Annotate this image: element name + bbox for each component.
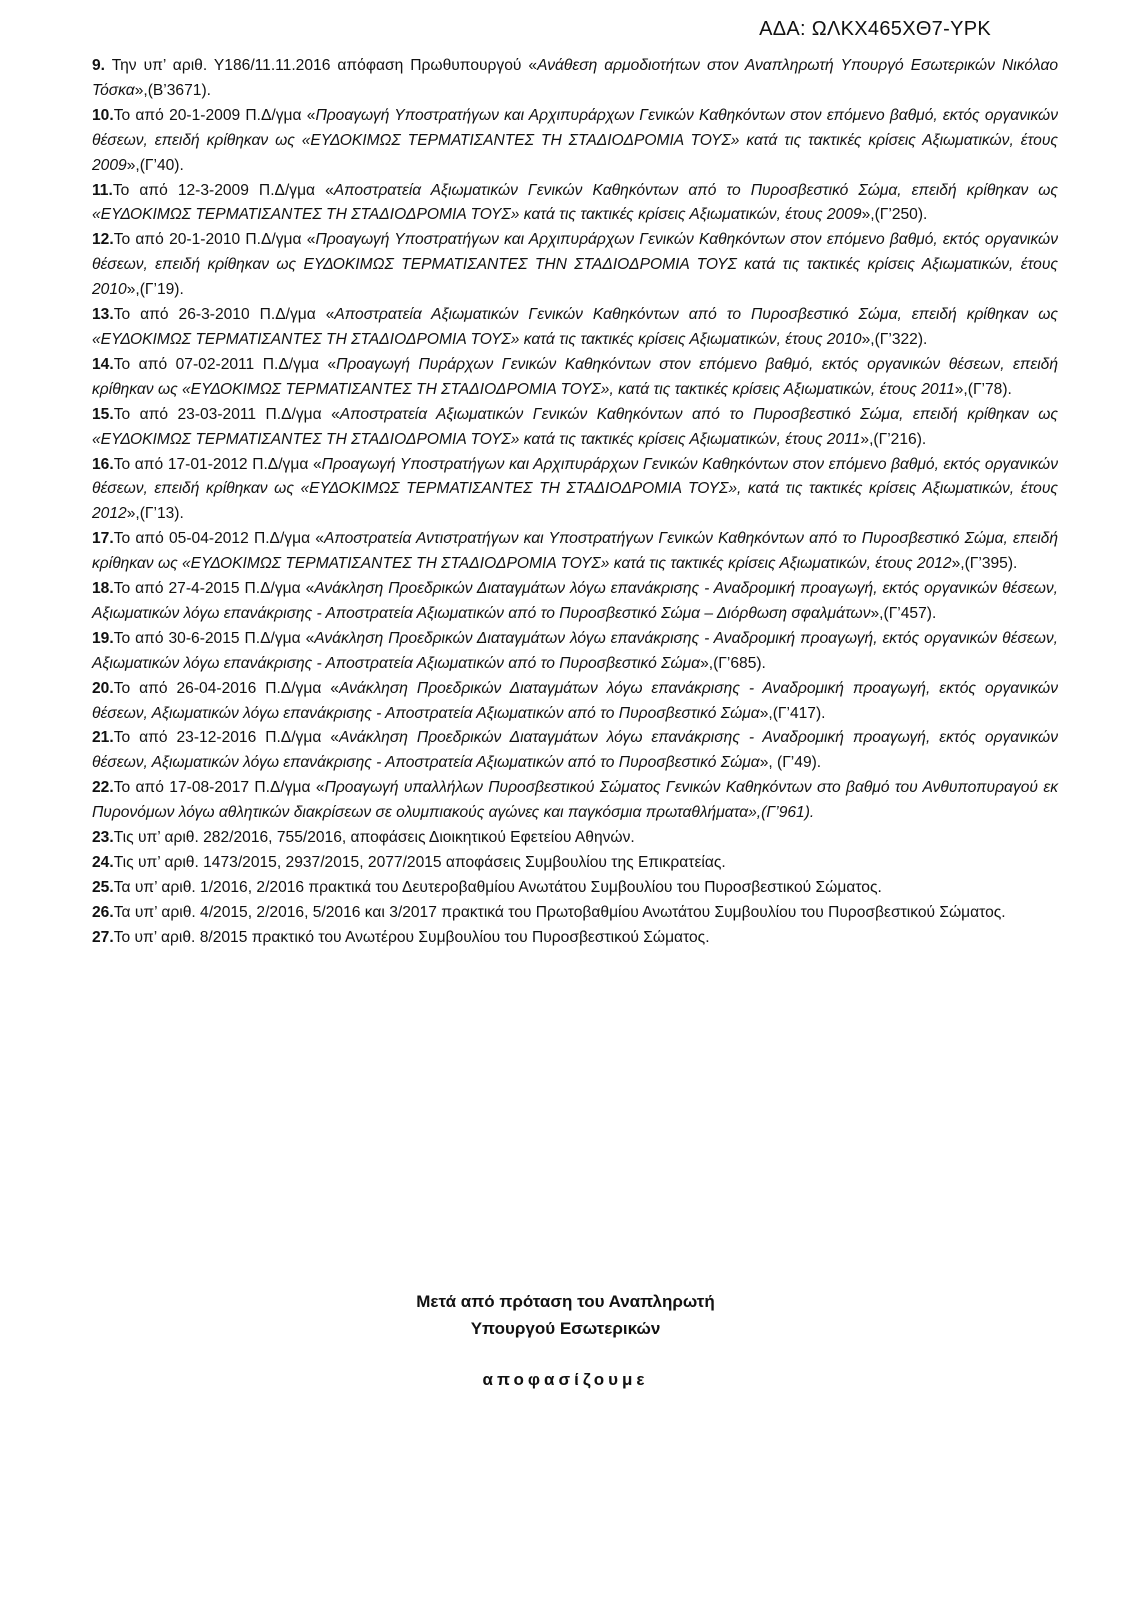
item-text: Τα υπ’ αριθ. 4/2015, 2/2016, 5/2016 και 3/2017 πρακτικά του Πρωτοβαθμίου Ανωτάτου Συμβουλίου του Πυροσβεστικού Σώματος. (113, 903, 1006, 921)
item-title: Ανάθεση αρμοδιοτήτων στον Αναπληρωτή Υπουργό Εσωτερικών Νικόλαο Τόσκα (92, 57, 1059, 99)
list-item (92, 403, 1058, 453)
item-suffix: »,(Γ’457). (870, 604, 937, 622)
item-number: 12. (92, 231, 114, 249)
item-suffix: »,(Γ’250). (861, 206, 928, 224)
item-number: 15. (92, 405, 114, 423)
list-item (92, 851, 1058, 876)
item-text: Το από 30-6-2015 Π.Δ/γμα « (113, 629, 315, 647)
item-suffix: »,(Β’3671). (134, 81, 211, 99)
item-number: 14. (92, 355, 114, 373)
item-title: Ανάκληση Προεδρικών Διαταγμάτων λόγω επανάκρισης - Αναδρομική προαγωγή, εκτός οργανικών θέσεων, Αξιωματικών λόγω επανάκρισης - Αποστρατεία Αξιωματικών από το Πυροσβεστικό Σώμα (92, 679, 1058, 722)
item-number: 9. (92, 57, 106, 74)
list-item (92, 876, 1058, 901)
item-text: Την υπ’ αριθ. Υ186/11.11.2016 απόφαση Πρωθυπουργού « (105, 57, 538, 74)
item-title: Αποστρατεία Αξιωματικών Γενικών Καθηκόντων από το Πυροσβεστικό Σώμα, επειδή κρίθηκαν ως «ΕΥΔΟΚΙΜΩΣ ΤΕΡΜΑΤΙΣΑΝΤΕΣ ΤΗ ΣΤΑΔΙΟΔΡΟΜΙΑ ΤΟΥΣ» κατά τις τακτικές κρίσεις Αξιωματικών, έτους 2009 (92, 181, 1058, 224)
item-number: 25. (92, 878, 114, 896)
item-text: Το από 12-3-2009 Π.Δ/γμα « (112, 181, 334, 199)
item-title: Προαγωγή Υποστρατήγων και Αρχιπυράρχων Γενικών Καθηκόντων στον επόμενο βαθμό, εκτός οργανικών θέσεων, επειδή κρίθηκαν ως «ΕΥΔΟΚΙΜΩΣ ΤΕΡΜΑΤΙΣΑΝΤΕΣ ΤΗ ΣΤΑΔΙΟΔΡΟΜΙΑ ΤΟΥΣ», κατά τις τακτικές κρίσεις Αξιωματικών, έτους 2012 (92, 455, 1058, 523)
item-number: 16. (92, 455, 114, 473)
item-title: Αποστρατεία Αντιστρατήγων και Υποστρατήγων Γενικών Καθηκόντων από το Πυροσβεστικό Σώμα, επειδή κρίθηκαν ως «ΕΥΔΟΚΙΜΩΣ ΤΕΡΜΑΤΙΣΑΝΤΕΣ ΤΗ ΣΤΑΔΙΟΔΡΟΜΙΑ ΤΟΥΣ» κατά τις τακτικές κρίσεις Αξιωματικών, έτους 2012 (92, 530, 1058, 573)
item-title: Ανάκληση Προεδρικών Διαταγμάτων λόγω επανάκρισης - Αναδρομική προαγωγή, εκτός οργανικών θέσεων, Αξιωματικών λόγω επανάκρισης - Αποστρατεία Αξιωματικών από το Πυροσβεστικό Σώμα (92, 629, 1059, 672)
item-number: 17. (92, 530, 114, 548)
item-suffix: »,(Γ’395). (951, 555, 1018, 573)
list-item (92, 627, 1058, 677)
closing-line-2: Υπουργού Εσωτερικών (470, 1319, 661, 1338)
item-title: Προαγωγή Υποστρατήγων και Αρχιπυράρχων Γενικών Καθηκόντων στον επόμενο βαθμό, εκτός οργανικών θέσεων, επειδή κρίθηκαν ως ΕΥΔΟΚΙΜΩΣ ΤΕΡΜΑΤΙΣΑΝΤΕΣ ΤΗΝ ΣΤΑΔΙΟΔΡΟΜΙΑ ΤΟΥΣ κατά τις τακτικές κρίσεις Αξιωματικών, έτους 2010 (92, 231, 1059, 299)
list-item (92, 527, 1058, 577)
item-number: 21. (92, 729, 114, 747)
list-item (92, 54, 1058, 104)
item-text: Τις υπ’ αριθ. 282/2016, 755/2016, αποφάσεις Διοικητικού Εφετείου Αθηνών. (113, 829, 635, 847)
item-text: Το από 07-02-2011 Π.Δ/γμα « (113, 355, 337, 373)
list-item (92, 826, 1058, 851)
item-text: Το από 17-08-2017 Π.Δ/γμα « (113, 779, 325, 797)
item-text: Το από 20-1-2009 Π.Δ/γμα « (113, 106, 316, 124)
list-item (92, 303, 1058, 353)
list-item (92, 726, 1058, 776)
item-text: Το από 26-3-2010 Π.Δ/γμα « (113, 306, 335, 324)
item-suffix: »,(Γ’40). (126, 156, 184, 174)
item-title: Προαγωγή Πυράρχων Γενικών Καθηκόντων στον επόμενο βαθμό, εκτός οργανικών θέσεων, επειδή κρίθηκαν ως «ΕΥΔΟΚΙΜΩΣ ΤΕΡΜΑΤΙΣΑΝΤΕΣ ΤΗ ΣΤΑΔΙΟΔΡΟΜΙΑ ΤΟΥΣ», κατά τις τακτικές κρίσεις Αξιωματικών, έτους 2011 (92, 355, 1058, 398)
item-suffix: », (Γ’49). (759, 754, 822, 772)
list-item (92, 926, 1058, 951)
item-number: 23. (92, 829, 114, 847)
list-item (92, 228, 1058, 303)
item-suffix: »,(Γ’417). (759, 704, 826, 722)
item-text: Το από 23-03-2011 Π.Δ/γμα « (113, 405, 340, 423)
item-number: 24. (92, 854, 114, 871)
item-suffix: »,(Γ’322). (861, 330, 928, 348)
item-number: 13. (92, 306, 114, 324)
list-item (92, 577, 1058, 627)
item-number: 10. (92, 106, 114, 124)
item-number: 22. (92, 779, 114, 797)
item-text: Το υπ’ αριθ. 8/2015 πρακτικό του Ανωτέρου Συμβουλίου του Πυροσβεστικού Σώματος. (113, 928, 710, 946)
item-number: 27. (92, 928, 114, 946)
item-text: Το από 27-4-2015 Π.Δ/γμα « (113, 580, 315, 598)
item-suffix: »,(Γ’685). (700, 654, 766, 672)
item-text: Τα υπ’ αριθ. 1/2016, 2/2016 πρακτικά του Δευτεροβαθμίου Ανωτάτου Συμβουλίου του Πυροσβεστικού Σώματος. (113, 878, 882, 896)
closing-line-1: Μετά από πρόταση του Αναπληρωτή (416, 1292, 715, 1311)
item-suffix: »,(Γ’19). (126, 281, 184, 299)
item-title: Ανάκληση Προεδρικών Διαταγμάτων λόγω επανάκρισης - Αναδρομική προαγωγή, εκτός οργανικών θέσεων, Αξιωματικών λόγω επανάκρισης - Αποστρατεία Αξιωματικών από το Πυροσβεστικό Σώμα – Διόρθωση σφαλμάτων (92, 580, 1059, 622)
item-text: Το από 26-04-2016 Π.Δ/γμα « (113, 679, 339, 697)
list-item (92, 104, 1058, 179)
item-number: 11. (92, 181, 113, 199)
item-text: Το από 05-04-2012 Π.Δ/γμα « (113, 530, 324, 548)
item-number: 26. (92, 903, 114, 921)
ada-code: ΑΔΑ: ΩΛΚΧ465ΧΘ7-ΥΡΚ (759, 18, 991, 40)
item-text: Το από 17-01-2012 Π.Δ/γμα « (113, 455, 322, 473)
item-number: 18. (92, 580, 114, 598)
item-text: Το από 20-1-2010 Π.Δ/γμα « (113, 231, 316, 249)
item-title: Αποστρατεία Αξιωματικών Γενικών Καθηκόντων από το Πυροσβεστικό Σώμα, επειδή κρίθηκαν ως «ΕΥΔΟΚΙΜΩΣ ΤΕΡΜΑΤΙΣΑΝΤΕΣ ΤΗ ΣΤΑΔΙΟΔΡΟΜΙΑ ΤΟΥΣ» κατά τις τακτικές κρίσεις Αξιωματικών, έτους 2011 (92, 405, 1059, 448)
item-suffix: »,(Γ’216). (860, 430, 927, 448)
item-title: Προαγωγή Υποστρατήγων και Αρχιπυράρχων Γενικών Καθηκόντων στον επόμενο βαθμό, εκτός οργανικών θέσεων, επειδή κρίθηκαν ως «ΕΥΔΟΚΙΜΩΣ ΤΕΡΜΑΤΙΣΑΝΤΕΣ ΤΗ ΣΤΑΔΙΟΔΡΟΜΙΑ ΤΟΥΣ» κατά τις τακτικές κρίσεις Αξιωματικών, έτους 2009 (92, 106, 1059, 174)
list-item (92, 901, 1058, 926)
item-number: 19. (92, 629, 114, 647)
list-item (92, 677, 1058, 727)
list-item (92, 776, 1058, 826)
item-title: Ανάκληση Προεδρικών Διαταγμάτων λόγω επανάκρισης - Αναδρομική προαγωγή, εκτός οργανικών θέσεων, Αξιωματικών λόγω επανάκρισης - Αποστρατεία Αξιωματικών από το Πυροσβεστικό Σώμα (92, 729, 1058, 772)
item-title: Προαγωγή υπαλλήλων Πυροσβεστικού Σώματος Γενικών Καθηκόντων στο βαθμό του Ανθυποπυραγού εκ Πυρονόμων λόγω αθλητικών διακρίσεων σε ολυμπιακούς αγώνες και παγκόσμια πρωταθλήματα»,(Γ’961). (92, 779, 1058, 822)
item-text: Το από 23-12-2016 Π.Δ/γμα « (113, 729, 339, 747)
item-text: Τις υπ’ αριθ. 1473/2015, 2937/2015, 2077/2015 αποφάσεις Συμβουλίου της Επικρατείας. (113, 854, 726, 871)
list-item (92, 179, 1058, 229)
item-title: Αποστρατεία Αξιωματικών Γενικών Καθηκόντων από το Πυροσβεστικό Σώμα, επειδή κρίθηκαν ως «ΕΥΔΟΚΙΜΩΣ ΤΕΡΜΑΤΙΣΑΝΤΕΣ ΤΗ ΣΤΑΔΙΟΔΡΟΜΙΑ ΤΟΥΣ» κατά τις τακτικές κρίσεις Αξιωματικών, έτους 2010 (92, 306, 1058, 348)
list-item (92, 453, 1058, 528)
decision-heading: αποφασίζουμε (482, 1370, 649, 1389)
item-number: 20. (92, 679, 114, 697)
document-body (92, 54, 1058, 951)
closing-statement (0, 1288, 1131, 1342)
list-item (92, 353, 1058, 403)
item-suffix: »,(Γ’78). (954, 380, 1012, 398)
item-suffix: »,(Γ’13). (126, 505, 184, 523)
